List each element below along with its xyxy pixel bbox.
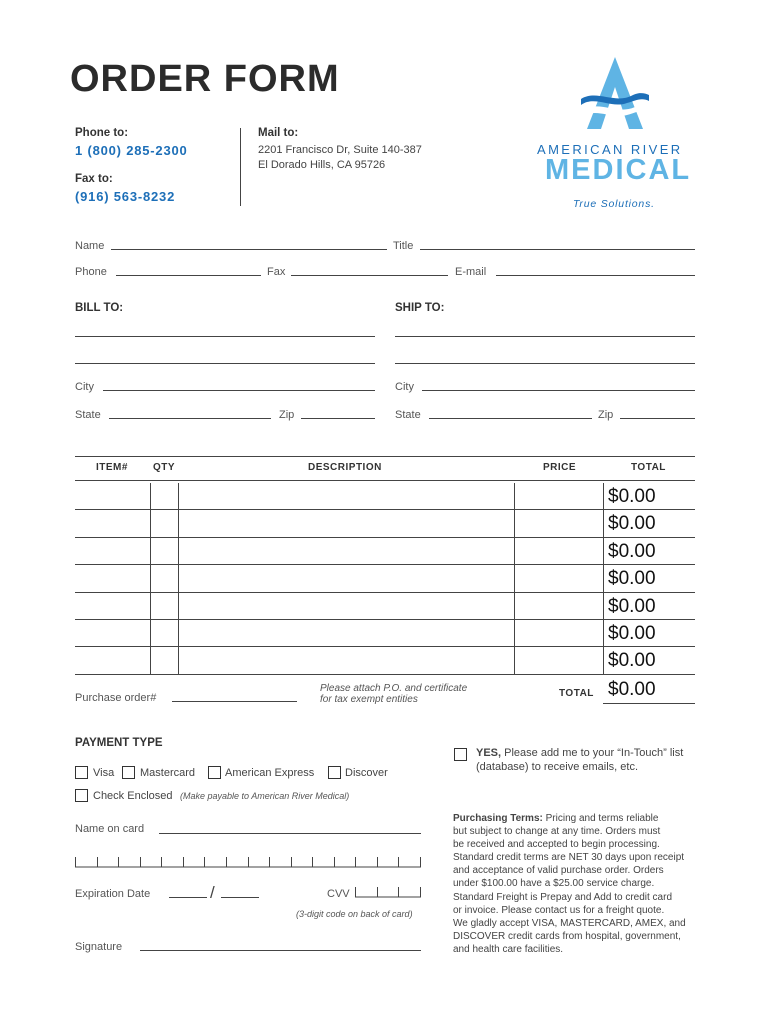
header-price: PRICE [543,462,577,473]
expiration-month-field[interactable] [169,897,207,898]
in-touch-optin-checkbox[interactable] [454,748,467,761]
discover-checkbox[interactable] [328,766,341,779]
ship-city-label: City [395,381,414,393]
ship-address-line1-field[interactable] [395,336,695,337]
name-label: Name [75,240,105,252]
contact-fax-label: Fax [267,266,286,278]
terms-line-5: under $100.00 have a $25.00 service charge. [453,878,655,890]
table-cell-price[interactable] [514,647,603,674]
terms-line-0: Pricing and terms reliable [542,813,659,824]
cvv-field[interactable] [355,884,421,898]
table-row [75,620,695,647]
optin-line1 [476,747,683,759]
table-row [75,538,695,565]
purchase-order-field[interactable] [172,701,297,702]
optin-line2: (database) to receive emails, etc. [476,761,639,773]
optin-yes: YES, [476,747,502,759]
table-top-rule [75,456,695,457]
terms-line-10: and health care facilities. [453,943,564,955]
table-cell-description[interactable] [178,647,514,674]
header-qty: QTY [153,462,176,473]
header-item: ITEM# [96,462,128,473]
check-enclosed-label: Check Enclosed [93,790,173,802]
terms-line-7: or invoice. Please contact us for a freight quote. [453,904,665,916]
ship-city-field[interactable] [422,390,695,391]
cvv-label: CVV [327,888,350,900]
table-header-rule [75,480,695,481]
mail-label: Mail to: [258,127,299,139]
grand-total-value: $0.00 [608,679,656,700]
table-cell-qty[interactable] [150,510,178,537]
terms-line-9: DISCOVER credit cards from hospital, government, [453,930,681,942]
terms-line-1: but subject to change at any time. Orders must [453,826,661,838]
logo-tagline: True Solutions. [573,198,655,210]
header-description: DESCRIPTION [308,462,382,473]
terms-line-4: and acceptance of valid purchase order. Orders [453,865,664,877]
ship-zip-field[interactable] [620,418,695,419]
table-cell-total: $0.00 [603,620,695,647]
bill-city-field[interactable] [103,390,375,391]
table-cell-qty[interactable] [150,647,178,674]
check-enclosed-checkbox[interactable] [75,789,88,802]
total-label: TOTAL [559,688,594,699]
bill-state-label: State [75,409,101,421]
terms-heading: Purchasing Terms: [453,813,543,824]
header-total: TOTAL [631,462,666,473]
amex-checkbox[interactable] [208,766,221,779]
name-field[interactable] [111,249,387,250]
table-cell-item[interactable] [75,620,150,647]
logo-text-line2: MEDICAL [545,154,692,186]
mail-address-line1: 2201 Francisco Dr, Suite 140-387 [258,144,422,156]
table-cell-total: $0.00 [603,483,695,510]
po-note-line2: for tax exempt entities [320,694,418,705]
expiration-slash: / [210,883,215,902]
table-cell-price[interactable] [514,538,603,565]
optin-text1: Please add me to your “In-Touch” list [501,747,684,759]
contact-phone-field[interactable] [116,275,261,276]
table-cell-total: $0.00 [603,538,695,565]
contact-phone-label: Phone [75,266,107,278]
ship-zip-label: Zip [598,409,614,421]
terms-line-2: be received and accepted to begin processing. [453,839,660,851]
table-cell-total: $0.00 [603,647,695,674]
page-title: ORDER FORM [70,58,340,100]
bill-zip-label: Zip [279,409,295,421]
bill-to-heading: BILL TO: [75,302,124,314]
terms-line-8: We gladly accept VISA, MASTERCARD, AMEX, and [453,917,686,929]
title-field[interactable] [420,249,695,250]
mastercard-label: Mastercard [140,767,196,779]
expiration-label: Expiration Date [75,888,151,900]
po-note-line1: Please attach P.O. and certificate [320,683,468,694]
table-cell-item[interactable] [75,647,150,674]
name-on-card-field[interactable] [159,833,421,834]
table-cell-total: $0.00 [603,510,695,537]
table-cell-item[interactable] [75,510,150,537]
table-cell-qty[interactable] [150,483,178,510]
ship-state-label: State [395,409,421,421]
table-row [75,510,695,537]
terms-first-line [453,812,723,825]
ship-state-field[interactable] [429,418,592,419]
purchasing-terms [453,812,723,956]
bill-city-label: City [75,381,94,393]
fax-number: (916) 563-8232 [75,189,176,204]
table-cell-price[interactable] [514,620,603,647]
fax-label: Fax to: [75,173,113,185]
table-cell-price[interactable] [514,565,603,592]
mastercard-checkbox[interactable] [122,766,135,779]
amex-label: American Express [225,767,315,779]
table-cell-description[interactable] [178,538,514,565]
bill-address-line2-field[interactable] [75,363,375,364]
signature-field[interactable] [140,950,421,951]
discover-label: Discover [345,767,388,779]
expiration-year-field[interactable] [221,897,259,898]
table-row [75,483,695,510]
phone-label: Phone to: [75,127,129,139]
mail-address-line2: El Dorado Hills, CA 95726 [258,159,386,171]
table-cell-description[interactable] [178,483,514,510]
table-cell-description[interactable] [178,593,514,620]
bill-zip-field[interactable] [301,418,375,419]
visa-label: Visa [93,767,115,779]
table-cell-price[interactable] [514,510,603,537]
purchase-order-label: Purchase order# [75,692,157,704]
grand-total-rule [603,703,695,704]
table-row [75,593,695,620]
table-cell-item[interactable] [75,483,150,510]
contact-fax-field[interactable] [291,275,448,276]
table-cell-qty[interactable] [150,620,178,647]
email-field[interactable] [496,275,695,276]
table-cell-qty[interactable] [150,538,178,565]
cvv-note: (3-digit code on back of card) [296,909,413,919]
visa-checkbox[interactable] [75,766,88,779]
table-cell-item[interactable] [75,565,150,592]
table-cell-description[interactable] [178,510,514,537]
table-cell-item[interactable] [75,538,150,565]
ship-address-line2-field[interactable] [395,363,695,364]
terms-line-3: Standard credit terms are NET 30 days upon receipt [453,852,685,864]
table-cell-qty[interactable] [150,565,178,592]
table-cell-total: $0.00 [603,593,695,620]
terms-line-6: Standard Freight is Prepay and Add to credit card [453,891,673,903]
ship-to-heading: SHIP TO: [395,302,445,314]
phone-number[interactable]: 1 (800) 285-2300 [75,143,188,158]
table-row [75,565,695,592]
bill-state-field[interactable] [109,418,271,419]
payment-type-heading: PAYMENT TYPE [75,737,163,749]
table-cell-qty[interactable] [150,593,178,620]
name-on-card-label: Name on card [75,823,145,835]
signature-label: Signature [75,941,123,953]
table-cell-description[interactable] [178,565,514,592]
table-cell-price[interactable] [514,593,603,620]
email-label: E-mail [455,266,487,278]
table-cell-price[interactable] [514,483,603,510]
table-cell-total: $0.00 [603,565,695,592]
table-cell-item[interactable] [75,593,150,620]
header-divider [240,128,241,206]
table-row [75,647,695,674]
card-number-field[interactable] [75,854,421,868]
table-cell-description[interactable] [178,620,514,647]
title-label: Title [393,240,414,252]
company-logo-icon [575,55,655,133]
bill-address-line1-field[interactable] [75,336,375,337]
check-note: (Make payable to American River Medical) [180,791,350,801]
logo-text-line1: AMERICAN RIVER [537,142,683,157]
